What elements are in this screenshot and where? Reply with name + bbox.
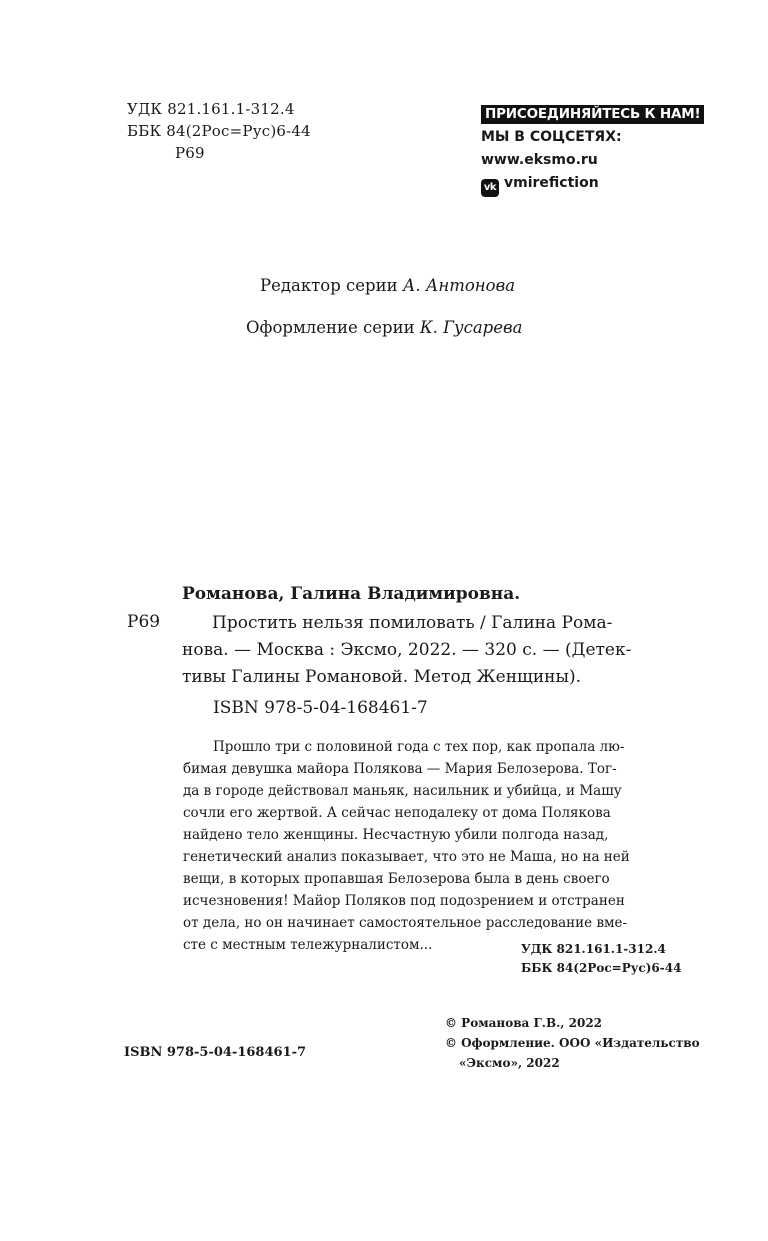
annotation-line: исчезновения! Майор Поляков под подозрением и отстранен bbox=[183, 893, 625, 909]
udk-code: УДК 821.161.1-312.4 bbox=[127, 100, 295, 118]
join-banner: ПРИСОЕДИНЯЙТЕСЬ К НАМ! bbox=[481, 105, 704, 124]
copyright-author: © Романова Г.В., 2022 bbox=[445, 1016, 603, 1030]
annotation-line: генетический анализ показывает, что это не Маша, но на ней bbox=[183, 849, 630, 865]
bib-line: Простить нельзя помиловать / Галина Рома- bbox=[212, 613, 613, 633]
social-label: МЫ В СОЦСЕТЯХ: bbox=[481, 129, 622, 145]
copyright-block bbox=[445, 1013, 700, 1073]
editor-name: А. Антонова bbox=[402, 276, 516, 295]
author-mark-left: Р69 bbox=[127, 612, 161, 632]
copyright-design: © Оформление. ООО «Издательство bbox=[445, 1036, 700, 1050]
vk-handle: vmirefiction bbox=[504, 175, 599, 191]
author-heading: Романова, Галина Владимировна. bbox=[182, 584, 521, 604]
series-editor-credit bbox=[260, 276, 515, 295]
social-block bbox=[481, 103, 704, 197]
annotation-line: сте с местным тележурналистом... bbox=[183, 937, 433, 953]
annotation-line: бимая девушка майора Полякова — Мария Белозерова. Тог- bbox=[183, 761, 617, 777]
website-link[interactable]: www.eksmo.ru bbox=[481, 152, 598, 168]
editor-role: Редактор серии bbox=[260, 276, 398, 295]
annotation bbox=[183, 736, 688, 956]
classification-block bbox=[127, 98, 311, 164]
annotation-line: Прошло три с половиной года с тех пор, как пропала лю- bbox=[213, 739, 625, 755]
series-design-credit bbox=[246, 318, 522, 337]
bbk-code: ББК 84(2Рос=Рус)6-44 bbox=[127, 122, 311, 140]
design-role: Оформление серии bbox=[246, 318, 415, 337]
annotation-line: да в городе действовал маньяк, насильник и убийца, и Машу bbox=[183, 783, 622, 799]
author-mark: Р69 bbox=[175, 144, 205, 162]
udk-code-bottom: УДК 821.161.1-312.4 bbox=[521, 942, 666, 956]
annotation-line: от дела, но он начинает самостоятельное расследование вме- bbox=[183, 915, 628, 931]
annotation-line: найдено тело женщины. Несчастную убили полгода назад, bbox=[183, 827, 609, 843]
annotation-line: сочли его жертвой. А сейчас неподалеку от дома Полякова bbox=[183, 805, 611, 821]
designer-name: К. Гусарева bbox=[419, 318, 523, 337]
bibliographic-description bbox=[182, 610, 692, 691]
isbn-main: ISBN 978-5-04-168461-7 bbox=[213, 698, 428, 718]
vk-row[interactable] bbox=[481, 172, 704, 197]
bib-line: тивы Галины Романовой. Метод Женщины). bbox=[182, 667, 582, 687]
annotation-line: вещи, в которых пропавшая Белозерова была в день своего bbox=[183, 871, 610, 887]
bbk-code-bottom: ББК 84(2Рос=Рус)6-44 bbox=[521, 961, 682, 975]
bib-line: нова. — Москва : Эксмо, 2022. — 320 с. — (Детек- bbox=[182, 640, 632, 660]
vk-icon: vk bbox=[481, 179, 499, 197]
isbn-bottom: ISBN 978-5-04-168461-7 bbox=[124, 1045, 307, 1060]
copyright-design-cont: «Эксмо», 2022 bbox=[459, 1056, 560, 1070]
classification-bottom bbox=[521, 940, 681, 978]
